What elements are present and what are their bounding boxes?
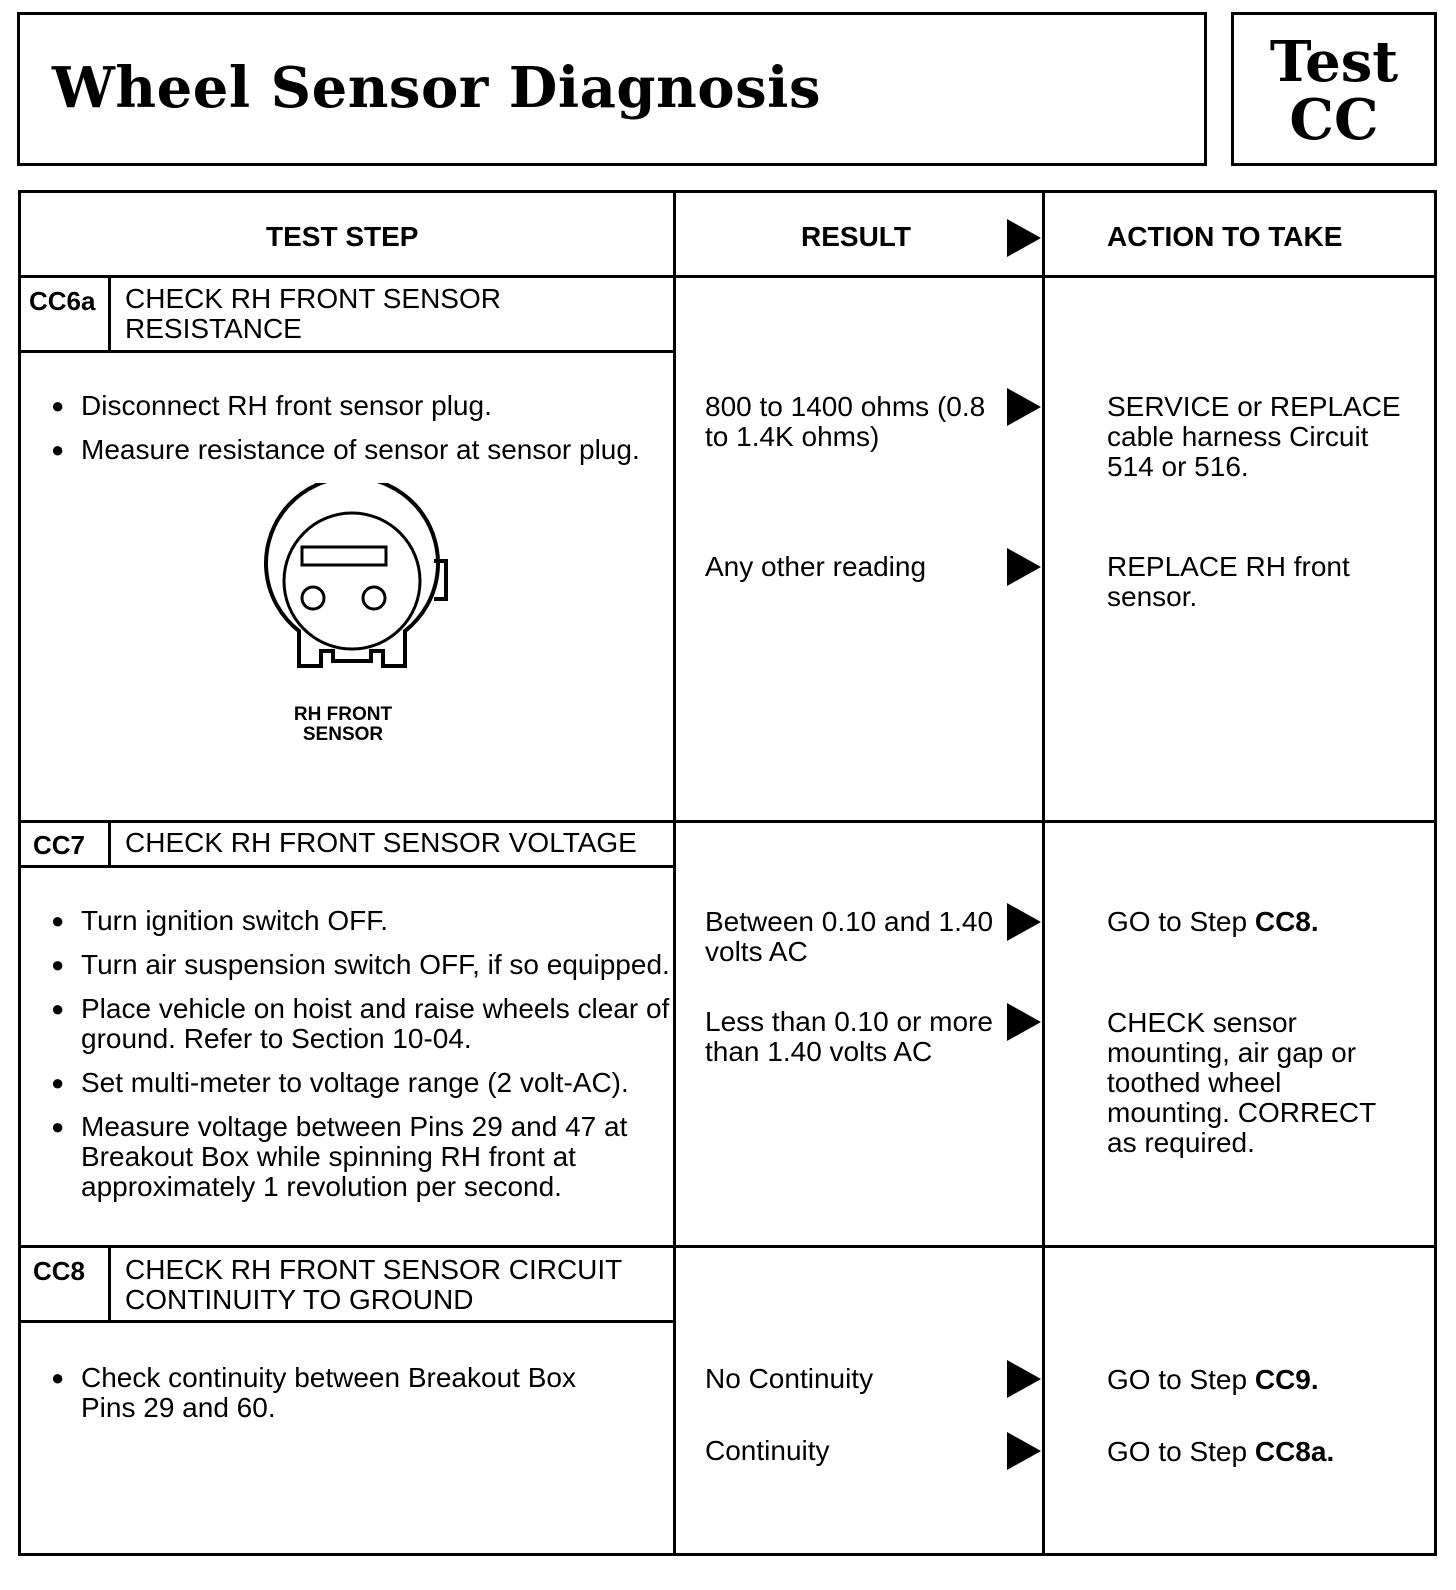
action-step-ref: CC8.: [1254, 906, 1319, 937]
step-id-divider: [108, 275, 111, 352]
column-divider: [1042, 193, 1045, 1553]
list-item: ● Place vehicle on hoist and raise wheels clear of ground. Refer to Section 10-04.: [51, 994, 671, 1054]
diagram-caption-line: RH FRONT: [293, 704, 393, 725]
step-title-cc7: CHECK RH FRONT SENSOR VOLTAGE: [125, 827, 637, 858]
header-divider: [21, 275, 1434, 278]
connector-body-outline: [266, 483, 438, 666]
step-instructions-cc6a: [51, 391, 671, 479]
action-cc8-1: [1107, 1365, 1407, 1395]
step-title-divider: [21, 350, 673, 353]
step-id-divider: [108, 820, 111, 867]
action-cc8-2: [1107, 1437, 1407, 1467]
step-divider: [21, 820, 1434, 823]
test-code: CC: [1289, 87, 1379, 153]
arrow-icon: [1007, 903, 1041, 941]
step-instructions-cc8: [51, 1363, 611, 1437]
arrow-icon: [1007, 1360, 1041, 1398]
step-id-cc6a: CC6a: [29, 286, 96, 316]
arrow-icon: [1007, 1432, 1041, 1470]
diagram-caption-line: SENSOR: [302, 724, 384, 745]
step-title-cc6a: CHECK RH FRONT SENSOR RESISTANCE: [125, 283, 501, 344]
connector-pin-hole: [302, 587, 324, 609]
connector-face-ring: [284, 513, 420, 649]
arrow-icon: [1007, 1003, 1041, 1041]
step-id-divider: [108, 1245, 111, 1322]
action-cc7-1: [1107, 907, 1407, 937]
arrow-icon: [1007, 388, 1041, 426]
action-cc6a-2: REPLACE RH front sensor.: [1107, 551, 1350, 612]
step-id-cc8: CC8: [33, 1256, 86, 1286]
diagram-caption: [243, 705, 443, 745]
result-cc7-2: Less than 0.10 or more than 1.40 volts AC: [705, 1006, 993, 1067]
step-title-divider: [21, 1320, 673, 1323]
header-test-step: TEST STEP: [266, 221, 419, 252]
test-id-box: [1231, 12, 1437, 166]
diagnosis-table: [18, 190, 1437, 1556]
sensor-connector-diagram: [241, 483, 461, 693]
list-item: ● Turn ignition switch OFF.: [51, 906, 671, 936]
result-cc8-2: Continuity: [705, 1435, 830, 1466]
page-title: Wheel Sensor Diagnosis: [52, 55, 821, 121]
action-text: GO to Step: [1107, 906, 1255, 937]
result-cc6a-1: 800 to 1400 ohms (0.8 to 1.4K ohms): [705, 391, 986, 452]
title-box: [17, 12, 1207, 166]
action-step-ref: CC9.: [1254, 1364, 1319, 1395]
list-item: ● Check continuity between Breakout Box Pins 29 and 60.: [51, 1363, 611, 1423]
list-item: ● Measure resistance of sensor at sensor plug.: [51, 435, 671, 465]
action-text: GO to Step: [1107, 1364, 1255, 1395]
header-action: ACTION TO TAKE: [1107, 221, 1343, 252]
action-text: GO to Step: [1107, 1436, 1255, 1467]
action-step-ref: CC8a.: [1254, 1436, 1335, 1467]
step-divider: [21, 1245, 1434, 1248]
list-item: ● Turn air suspension switch OFF, if so equipped.: [51, 950, 671, 980]
list-item: ● Disconnect RH front sensor plug.: [51, 391, 671, 421]
action-cc6a-1: SERVICE or REPLACE cable harness Circuit 514 or 516.: [1107, 391, 1401, 482]
result-cc8-1: No Continuity: [705, 1363, 874, 1394]
list-item: ● Measure voltage between Pins 29 and 47 at Breakout Box while spinning RH front at approximately 1 revolution per second.: [51, 1112, 671, 1202]
result-cc7-1: Between 0.10 and 1.40 volts AC: [705, 906, 994, 967]
header-result: RESULT: [801, 221, 911, 252]
column-divider: [673, 193, 676, 1553]
step-title-cc8: CHECK RH FRONT SENSOR CIRCUIT CONTINUITY TO GROUND: [125, 1254, 622, 1315]
arrow-icon: [1007, 548, 1041, 586]
arrow-icon: [1007, 219, 1041, 257]
test-label: Test: [1269, 29, 1399, 95]
connector-key-slot: [302, 547, 386, 565]
step-instructions-cc7: [51, 906, 671, 1216]
result-cc6a-2: Any other reading: [705, 551, 927, 582]
list-item: ● Set multi-meter to voltage range (2 volt-AC).: [51, 1068, 671, 1098]
connector-pin-hole: [363, 587, 385, 609]
action-cc7-2: CHECK sensor mounting, air gap or toothed wheel mounting. CORRECT as required.: [1107, 1007, 1376, 1158]
step-title-divider: [21, 865, 673, 868]
step-id-cc7: CC7: [33, 830, 86, 860]
